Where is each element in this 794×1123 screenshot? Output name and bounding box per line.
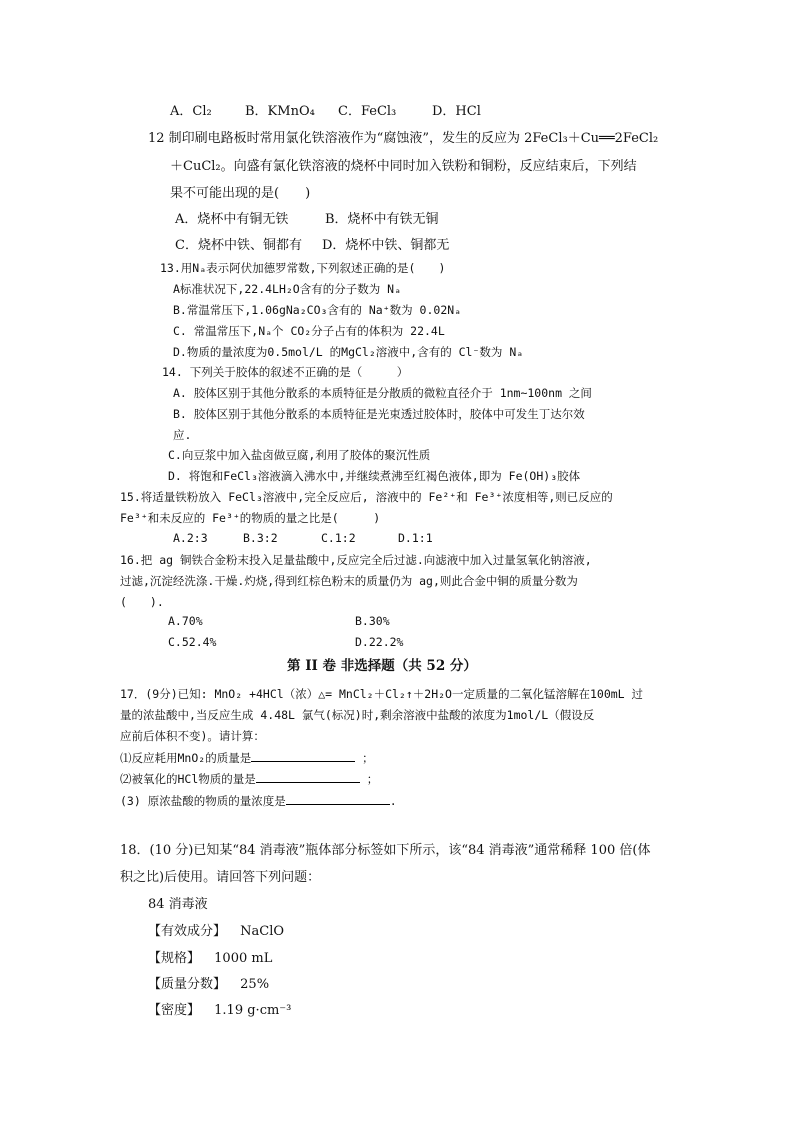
answer-blank-3[interactable] [286,792,390,805]
q18-stem-line2: 积之比)后使用。请回答下列问题： [120,870,321,885]
q17-stem-line2: 量的浓盐酸中,当反应生成 4.48L 氯气(标况)时,剩余溶液中盐酸的浓度为1mol/L（假设反 [120,708,595,722]
q17-part1-label: ⑴反应耗用MnO₂的质量是 [120,751,252,765]
q16-stem-line1: 16.把 ag 铜铁合金粉末投入足量盐酸中,反应完全后过滤.向滤液中加入过量氢氧化钠溶液, [120,553,592,567]
q17-part3-label: (3) 原浓盐酸的物质的量浓度是 [120,794,286,808]
q17-part2-end: ； [366,772,379,786]
q18-label-row [148,951,272,967]
section-heading: 第 II 卷 非选择题（共 52 分） [287,658,477,674]
q14-option-b-line2: 应. [173,428,192,442]
q11-option-c: C．FeCl₃ [338,104,397,119]
q16-option-c: C.52.4% [168,635,217,649]
q16-stem-line2: 过滤,沉淀经洗涤.干燥.灼烧,得到红棕色粉末的质量仍为 ag,则此合金中铜的质量分数为 [120,574,578,588]
q17-part1-end: ； [362,751,374,765]
q17-part2 [120,770,378,787]
q15-stem-line1: 15.将适量铁粉放入 FeCl₃溶液中,完全反应后, 溶液中的 Fe²⁺和 Fe³⁺浓度相等,则已反应的 [120,490,613,504]
q12-option-d: D．烧杯中铁、铜都无 [322,238,450,253]
q11-option-a: A．Cl₂ [170,104,212,119]
q12-stem-line1: 12 制印刷电路板时常用氯化铁溶液作为“腐蚀液”，发生的反应为 2FeCl₃＋Cu══2FeCl₂ [148,131,659,146]
q14-option-b-line1: B. 胶体区别于其他分散系的本质特征是光束透过胶体时，胶体中可发生丁达尔效 [173,407,585,421]
q17-part3 [120,792,397,809]
answer-blank-1[interactable] [251,749,355,762]
q16-option-b: B.30% [355,614,390,628]
q15-stem-line2: Fe³⁺和未反应的 Fe³⁺的物质的量之比是( ) [120,511,381,525]
q12-option-b: B．烧杯中有铁无铜 [325,212,439,227]
q14-option-d: D. 将饱和FeCl₃溶液滴入沸水中,并继续煮沸至红褐色液体,即为 Fe(OH)₃胶体 [168,469,581,483]
q18-label-key: 【密度】 [148,1003,201,1018]
q15-option-c: C.1:2 [321,531,356,545]
q17-part3-end: . [389,794,397,808]
q11-option-b: B．KMnO₄ [245,104,315,119]
q18-label-value: 25% [240,977,270,992]
answer-blank-2[interactable] [256,770,360,783]
q13-stem: 13.用Nₐ表示阿伏加德罗常数,下列叙述正确的是( ) [160,261,446,275]
q13-option-c: C. 常温常压下,Nₐ个 CO₂分子占有的体积为 22.4L [173,324,445,338]
q17-stem-line3: 应前后体积不变)。请计算： [120,729,265,743]
q18-label-row [148,977,269,993]
q18-label-row [148,1003,291,1019]
q17-part1 [120,749,374,766]
q17-stem-line1: 17．(9分)已知: MnO₂ +4HCl（浓）△= MnCl₂＋Cl₂↑＋2H₂O一定质量的二氧化锰溶解在100mL 过 [120,687,644,701]
q12-stem-line3: 果不可能出现的是( ) [170,186,311,201]
q17-part2-label: ⑵被氧化的HCl物质的量是 [120,772,256,786]
q16-option-d: D.22.2% [355,635,404,649]
q13-option-d: D.物质的量浓度为0.5mol/L 的MgCl₂溶液中,含有的 Cl⁻数为 Nₐ [173,345,524,359]
q11-option-d: D．HCl [432,104,481,119]
q18-stem-line1: 18．(10 分)已知某“84 消毒液”瓶体部分标签如下所示，该“84 消毒液”通常稀释 100 倍(体 [120,843,651,858]
q18-label-value: NaClO [240,924,285,939]
q18-label-row [148,924,284,940]
q15-option-d: D.1:1 [398,531,433,545]
q13-option-b: B.常温常压下,1.06gNa₂CO₃含有的 Na⁺数为 0.02Nₐ [173,303,462,317]
q16-stem-line3: ( ). [120,595,164,609]
q18-label-key: 【规格】 [148,951,201,966]
q18-label-title: 84 消毒液 [148,897,208,912]
q14-stem: 14. 下列关于胶体的叙述不正确的是（ ） [162,365,409,379]
q15-option-b: B.3:2 [243,531,278,545]
q18-label-value: 1000 mL [214,951,273,966]
q14-option-c: C.向豆浆中加入盐卤做豆腐,利用了胶体的聚沉性质 [168,448,431,462]
q13-option-a: A标准状况下,22.4LH₂O含有的分子数为 Nₐ [173,282,402,296]
q12-stem-line2: ＋CuCl₂。向盛有氯化铁溶液的烧杯中同时加入铁粉和铜粉，反应结束后，下列结 [170,159,637,174]
q18-label-key: 【质量分数】 [148,977,227,992]
q12-option-c: C．烧杯中铁、铜都有 [175,238,302,253]
q18-label-value: 1.19 g·cm⁻³ [214,1003,292,1018]
q14-option-a: A. 胶体区别于其他分散系的本质特征是分散质的微粒直径介于 1nm~100nm 之间 [173,386,592,400]
q12-option-a: A．烧杯中有铜无铁 [175,212,289,227]
q15-option-a: A.2:3 [173,531,208,545]
q16-option-a: A.70% [168,614,203,628]
q18-label-key: 【有效成分】 [148,924,227,939]
